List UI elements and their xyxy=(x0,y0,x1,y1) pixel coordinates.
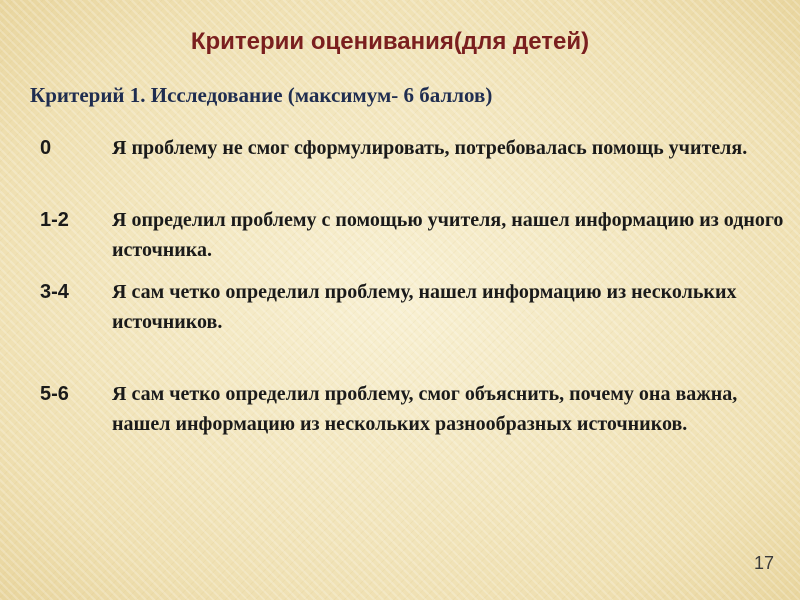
score-label: 5-6 xyxy=(40,383,69,405)
score-label: 1-2 xyxy=(40,209,69,231)
score-description: Я определил проблему с помощью учителя, нашел информацию из одного источника. xyxy=(112,209,784,261)
slide-title: Критерии оценивания(для детей) xyxy=(190,28,590,55)
score-label: 0 xyxy=(40,137,52,159)
score-label: 3-4 xyxy=(40,281,69,303)
criterion-heading: Критерий 1. Исследование (максимум- 6 баллов) xyxy=(30,83,493,107)
score-description: Я сам четко определил проблему, нашел информацию из нескольких источников. xyxy=(112,281,737,333)
page-number: 17 xyxy=(753,553,774,573)
score-description: Я сам четко определил проблему, смог объяснить, почему она важна, нашел информацию из нескольких разнообразных источников. xyxy=(112,383,738,435)
score-description: Я проблему не смог сформулировать, потребовалась помощь учителя. xyxy=(112,137,748,159)
